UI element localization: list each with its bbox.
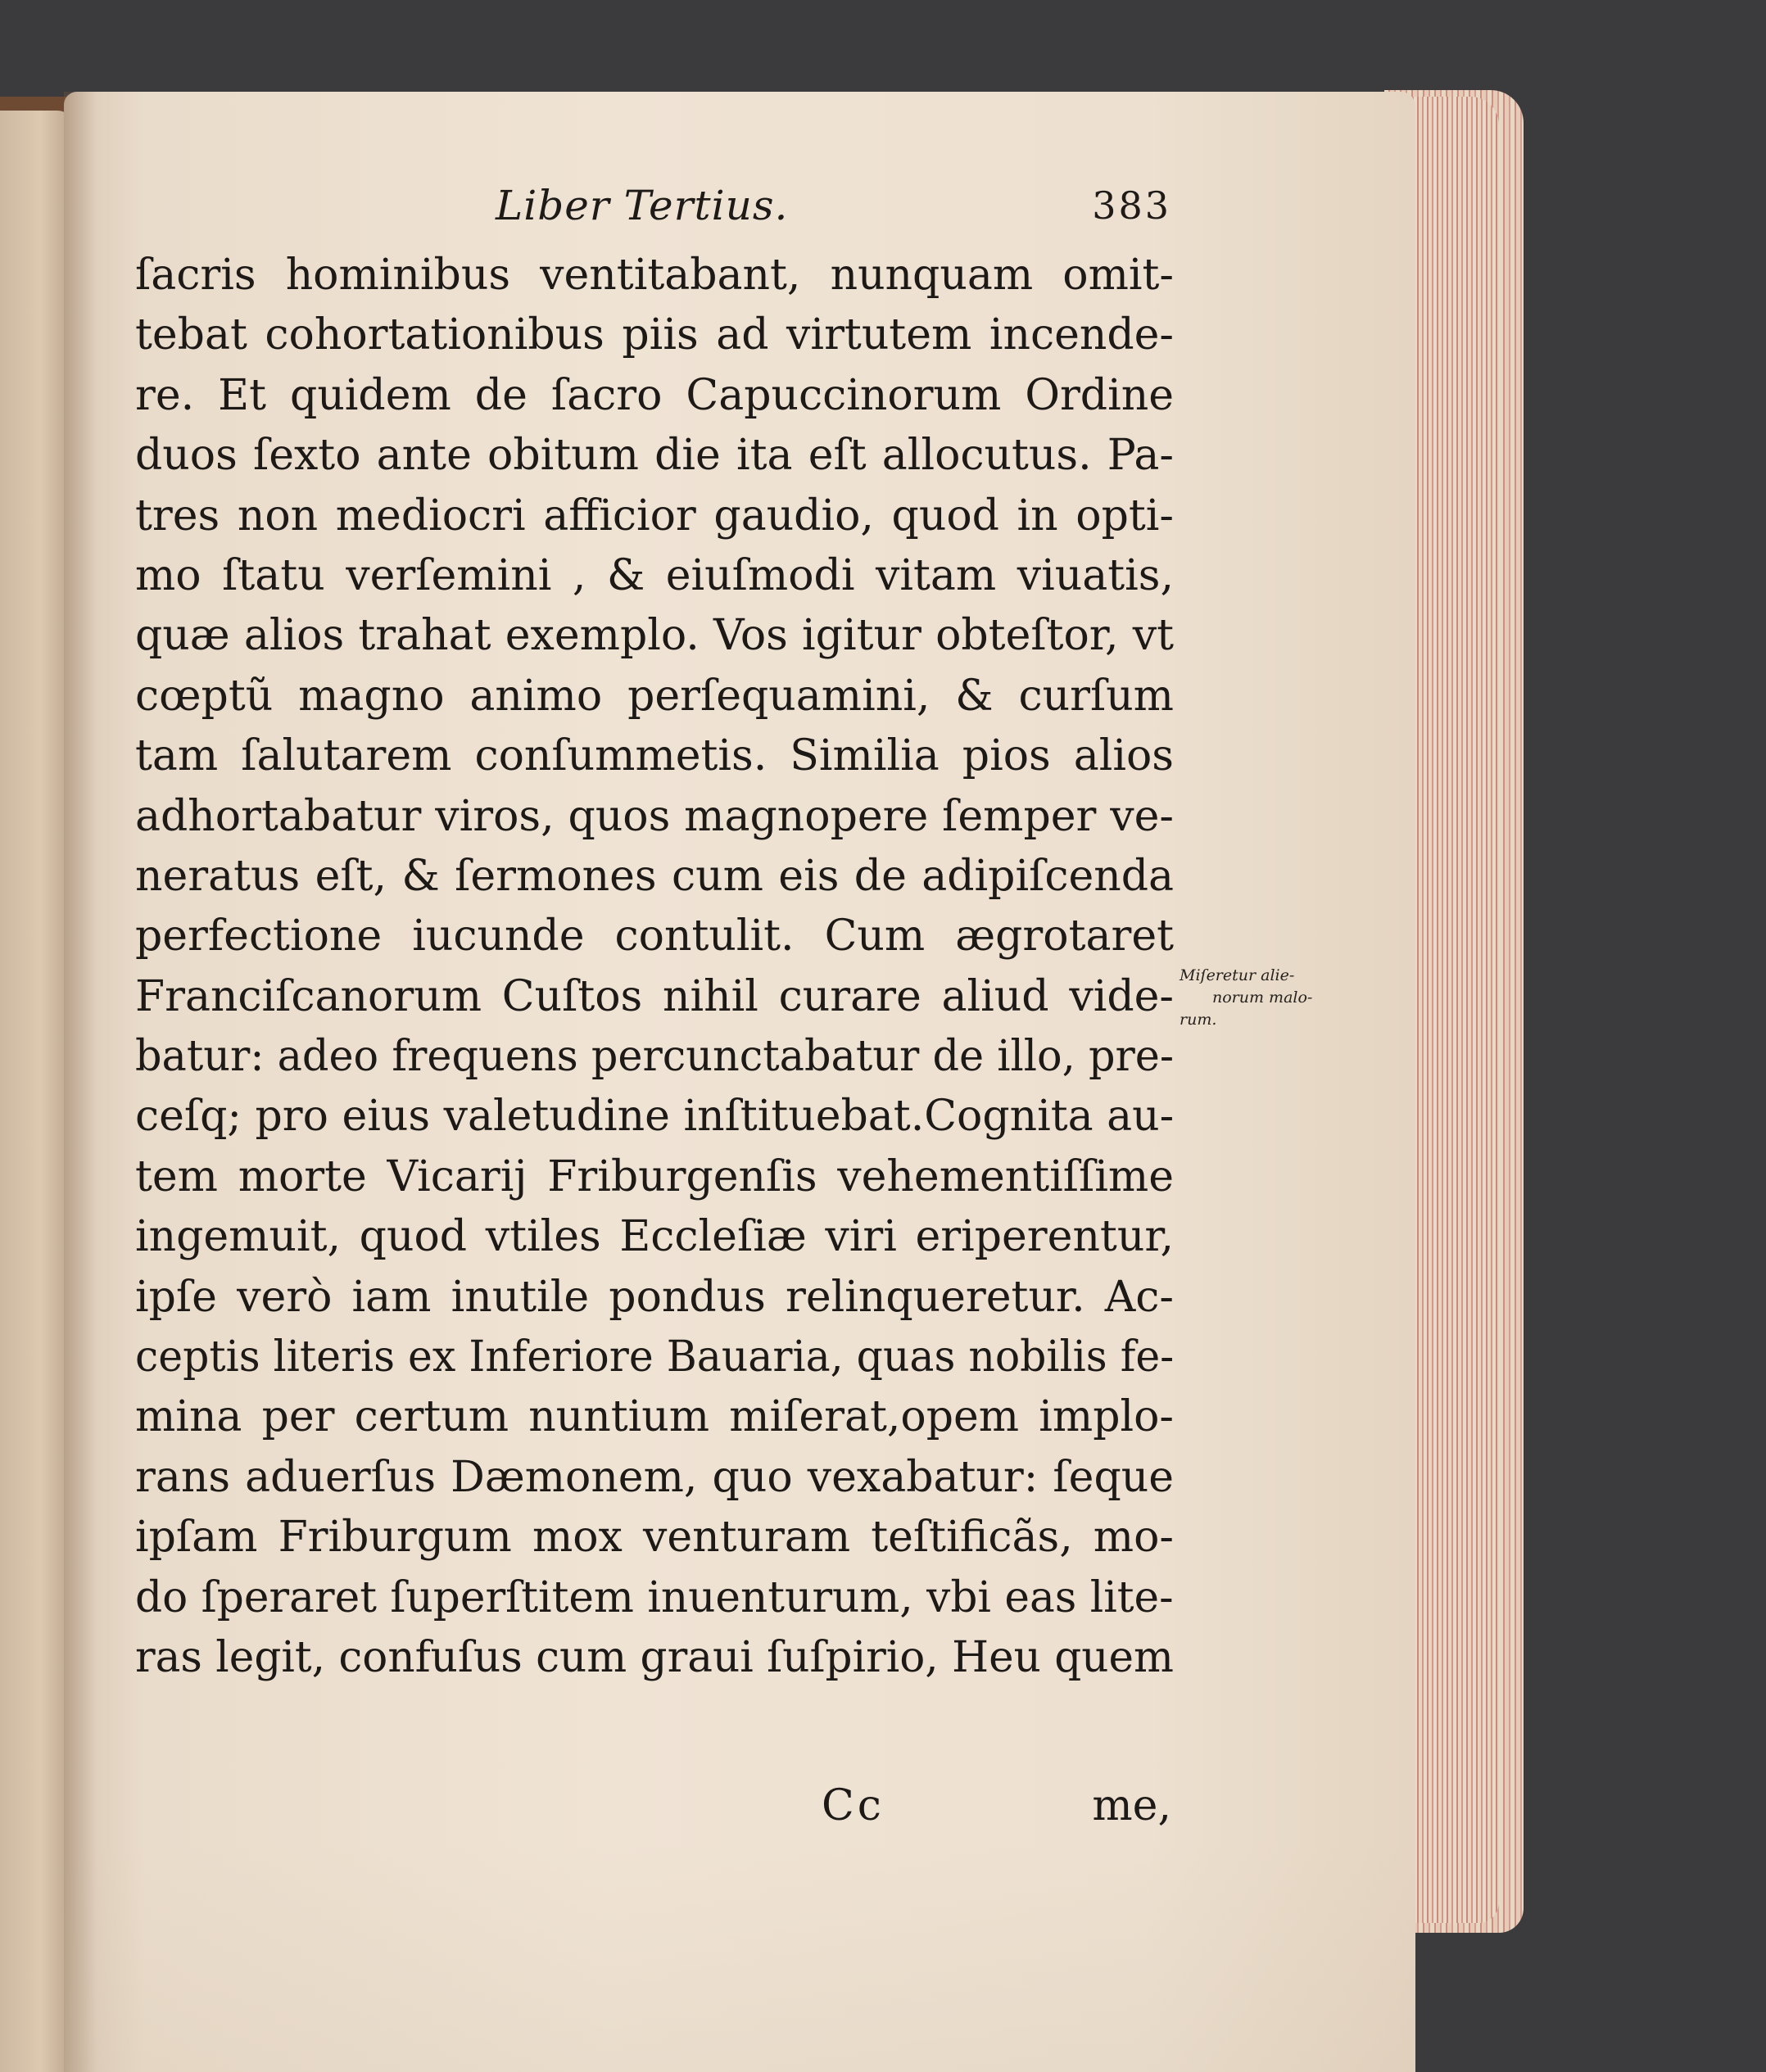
text-line: tebat cohortationibus piis ad virtutem incende-: [135, 310, 1174, 360]
text-line: quæ alios trahat exemplo. Vos igitur obteſtor, vt: [135, 611, 1174, 661]
gutter-shadow: [64, 92, 97, 2072]
text-line: mo ſtatu verſemini , & eiuſmodi vitam viuatis,: [135, 550, 1174, 600]
page-footer: [135, 1781, 1171, 1847]
page-number: 383: [1092, 183, 1171, 228]
text-line: ipſam Friburgum mox venturam teſtificãs, mo-: [135, 1513, 1174, 1563]
marginal-note-line: Miſeretur alie-: [1180, 966, 1295, 984]
catchword: me,: [1092, 1781, 1171, 1830]
text-line: batur: adeo frequens percunctabatur de illo, pre-: [135, 1032, 1175, 1082]
text-line: ceptis literis ex Inferiore Bauaria, quas nobilis fe-: [135, 1332, 1175, 1382]
text-line: rans aduerſus Dæmonem, quo vexabatur: ſeque: [135, 1452, 1174, 1502]
text-line: Franciſcanorum Cuſtos nihil curare aliud vide-: [135, 971, 1174, 1021]
running-head: [135, 182, 1171, 239]
page-bottom-shade: [64, 1843, 1415, 2072]
text-line: ingemuit, quod vtiles Eccleſiæ viri eriperentur,: [135, 1212, 1174, 1262]
left-facing-page: [0, 111, 74, 2072]
text-line: tem morte Vicarij Friburgenſis vehementiſſime: [135, 1151, 1174, 1201]
text-line: ras legit, confuſus cum graui ſuſpirio, Heu quem: [135, 1632, 1174, 1682]
marginal-note-line: rum.: [1180, 1011, 1217, 1029]
text-line: duos ſexto ante obitum die ita eſt allocutus. Pa-: [135, 431, 1174, 481]
marginal-note-line: norum malo-: [1212, 988, 1313, 1007]
signature-mark: Cc: [822, 1781, 885, 1830]
marginal-note: [1180, 965, 1384, 1031]
body-text: [135, 246, 1174, 1688]
text-line: adhortabatur viros, quos magnopere ſemper ve-: [135, 791, 1174, 841]
text-line: ceſq; pro eius valetudine inſtituebat.Cognita au-: [135, 1092, 1175, 1142]
text-line: perfectione iucunde contulit. Cum ægrotaret: [135, 912, 1174, 961]
text-line: mina per certum nuntium miſerat,opem implo-: [135, 1392, 1174, 1442]
text-line: tam ſalutarem conſummetis. Similia pios alios: [135, 731, 1174, 781]
text-line: ipſe verò iam inutile pondus relinqueretur. Ac-: [135, 1272, 1174, 1322]
text-line: neratus eſt, & ſermones cum eis de adipiſcenda: [135, 851, 1174, 901]
running-head-title: Liber Tertius.: [496, 182, 789, 229]
text-line: ſacris hominibus ventitabant, nunquam omit-: [135, 251, 1174, 300]
text-line: re. Et quidem de ſacro Capuccinorum Ordine: [135, 370, 1174, 420]
text-line: do ſperaret ſuperſtitem inuenturum, vbi eas lite-: [135, 1572, 1174, 1622]
text-line: cœptũ magno animo perſequamini, & curſum: [135, 671, 1174, 721]
text-line: tres non mediocri afficior gaudio, quod in opti-: [135, 491, 1174, 541]
